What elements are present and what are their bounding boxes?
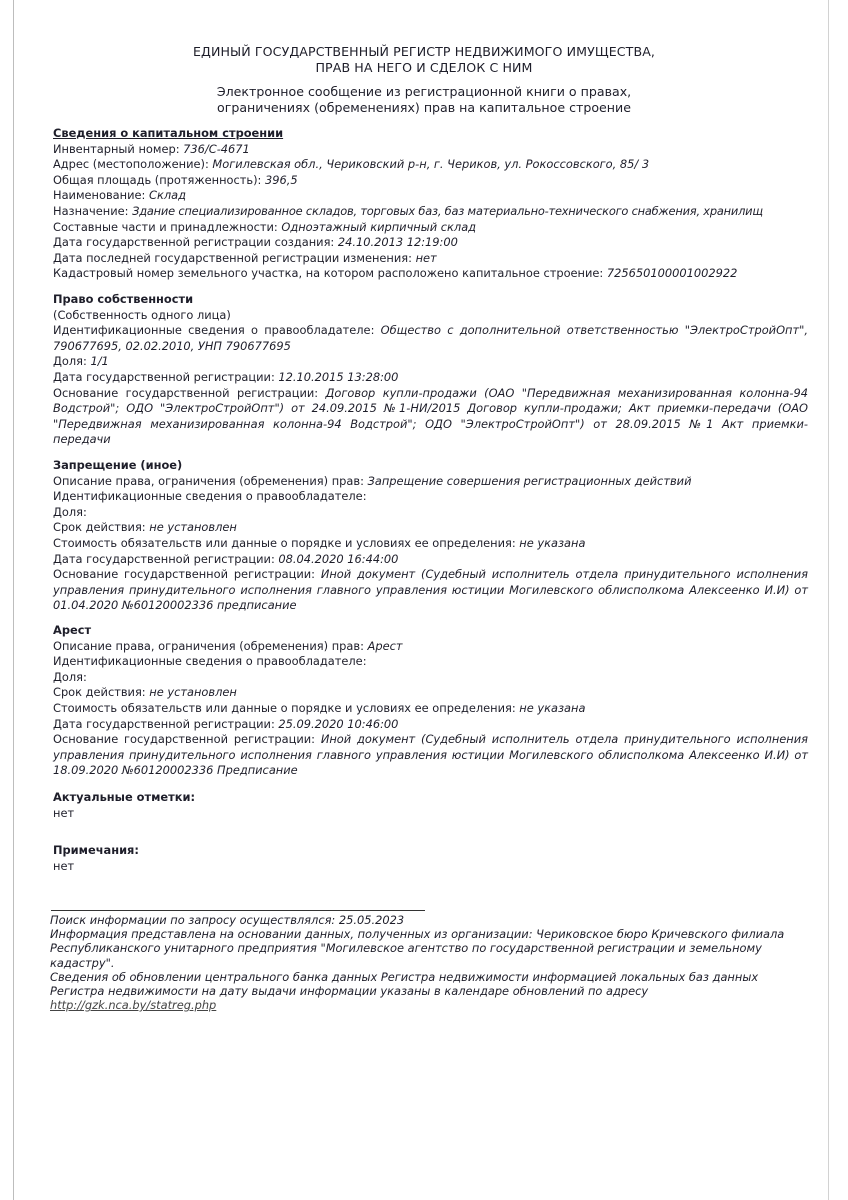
notes-value: нет — [53, 858, 75, 873]
scan-edge-left — [13, 0, 14, 1200]
ban-description-row — [53, 474, 808, 490]
ownership-section — [53, 292, 808, 448]
scan-edge-right — [828, 0, 829, 1200]
field-label: Стоимость обязательств или данные о порядке и условиях ее определения: — [53, 535, 520, 550]
holder-row — [53, 323, 808, 354]
field-value: Запрещение совершения регистрационных действий — [367, 473, 692, 488]
field-label: Дата государственной регистрации: — [53, 716, 279, 731]
inventory-number-row — [53, 142, 808, 158]
field-label: Дата государственной регистрации создания: — [53, 235, 338, 250]
ownership-title: Право собственности — [53, 292, 194, 306]
field-label: Дата государственной регистрации: — [53, 369, 279, 384]
ban-share-row: Доля: — [53, 504, 87, 519]
document-subtitle — [0, 84, 848, 116]
field-label: Назначение: — [53, 203, 133, 218]
registry-title — [0, 44, 848, 76]
field-value: 08.04.2020 16:44:00 — [278, 551, 399, 566]
field-value: 725650100001002922 — [606, 266, 738, 281]
field-label: Доля: — [53, 354, 91, 369]
document-subtitle-line2: ограничениях (обременениях) прав на капитальное строение — [217, 100, 631, 115]
field-value: не указана — [519, 700, 586, 715]
field-label: Наименование: — [53, 188, 149, 203]
field-value: Здание специализированное складов, торговых баз, баз материально-технического снабжения, хранилищ — [132, 203, 763, 218]
name-row — [53, 188, 808, 204]
field-label: Описание права, ограничения (обременения) прав: — [53, 638, 368, 653]
field-label: Идентификационные сведения о правообладателе: — [53, 323, 381, 338]
ban-holder-row: Идентификационные сведения о правообладателе: — [53, 489, 367, 504]
field-value: Общество с дополнительной ответственностью "ЭлектроСтройОпт", 790677695, 02.02.2010, УНП 790677695 — [53, 323, 808, 353]
field-label: Адрес (местоположение): — [53, 157, 213, 172]
ownership-kind: (Собственность одного лица) — [53, 307, 231, 322]
field-value: 24.10.2013 12:19:00 — [337, 235, 458, 250]
ban-registration-date-row — [53, 552, 808, 568]
ban-cost-row — [53, 536, 808, 552]
search-date-note: Поиск информации по запросу осуществлялся: 25.05.2023 — [50, 913, 405, 927]
field-label: Инвентарный номер: — [53, 141, 184, 156]
current-marks-section — [53, 790, 808, 821]
registry-title-line1: ЕДИНЫЙ ГОСУДАРСТВЕННЫЙ РЕГИСТР НЕДВИЖИМОГО ИМУЩЕСТВА, — [192, 44, 656, 59]
field-value: не установлен — [149, 685, 237, 700]
arrest-section — [53, 623, 808, 779]
ban-title: Запрещение (иное) — [53, 458, 183, 472]
field-label: Кадастровый номер земельного участка, на котором расположено капитальное строение: — [53, 266, 607, 281]
arrest-registration-date-row — [53, 717, 808, 733]
ban-term-row — [53, 520, 808, 536]
current-marks-title: Актуальные отметки: — [53, 790, 195, 804]
building-section — [53, 126, 808, 282]
calendar-link[interactable]: http://gzk.nca.by/statreg.php — [50, 998, 217, 1013]
arrest-term-row — [53, 685, 808, 701]
created-date-row — [53, 235, 808, 251]
field-value: 12.10.2015 13:28:00 — [278, 369, 399, 384]
ban-basis-row — [53, 567, 808, 614]
field-value: 736/С-4671 — [183, 141, 250, 156]
purpose-row — [53, 204, 808, 220]
field-value: Иной документ (Судебный исполнитель отдела принудительного исполнения управления принудительного исполнения главного управления юстиции Могилевского облисполкома Алексеенко И.И) от 18.09.2020 №60120002336 Предписание — [53, 732, 808, 778]
source-note: Информация представлена на основании данных, полученных из организации: Чериковское бюро Кричевского филиала Республиканского унитарного предприятия "Могилевское агентство по государственной регистрации и земельному кадастру". — [50, 927, 785, 970]
notes-title: Примечания: — [53, 843, 139, 857]
field-value: не установлен — [149, 520, 237, 535]
basis-row — [53, 386, 808, 448]
field-label: Дата государственной регистрации: — [53, 551, 279, 566]
field-value: Одноэтажный кирпичный склад — [281, 219, 477, 234]
ban-section — [53, 458, 808, 614]
footer — [50, 913, 808, 1012]
field-value: не указана — [519, 535, 586, 550]
field-label: Основание государственной регистрации: — [53, 732, 321, 747]
field-value: Иной документ (Судебный исполнитель отдела принудительного исполнения управления принудительного исполнения главного управления юстиции Могилевского облисполкома Алексеенко И.И) от 01.04.2020 №60120002336 предписание — [53, 567, 808, 613]
field-value: 25.09.2020 10:46:00 — [278, 716, 399, 731]
parts-row — [53, 220, 808, 236]
field-value: нет — [415, 250, 437, 265]
changed-date-row — [53, 251, 808, 267]
arrest-title: Арест — [53, 623, 92, 637]
registry-title-line2: ПРАВ НА НЕГО И СДЕЛОК С НИМ — [315, 60, 533, 75]
field-value: Склад — [148, 188, 186, 203]
update-note: Сведения об обновлении центрального банка данных Регистра недвижимости информацией локальных баз данных Регистра недвижимости на дату выдачи информации указаны в календаре обновлений по адресу — [50, 969, 759, 999]
field-label: Стоимость обязательств или данные о порядке и условиях ее определения: — [53, 700, 520, 715]
field-label: Срок действия: — [53, 685, 150, 700]
registration-date-row — [53, 370, 808, 386]
field-label: Срок действия: — [53, 520, 150, 535]
field-value: Договор купли-продажи (ОАО "Передвижная механизированная колонна-94 Водстрой"; ОДО "ЭлектроСтройОпт") от 24.09.2015 №1-НИ/2015 Договор купли-продажи; Акт приемки-передачи (ОАО "Передвижная механизированная колонна-94 Водстрой"; ОДО "ЭлектроСтройОпт") от 28.09.2015 №1 Акт приемки-передачи — [53, 385, 808, 447]
arrest-description-row — [53, 639, 808, 655]
share-row — [53, 354, 808, 370]
building-title: Сведения о капитальном строении — [53, 126, 284, 140]
field-label: Составные части и принадлежности: — [53, 219, 282, 234]
cadastral-row — [53, 266, 808, 282]
arrest-cost-row — [53, 701, 808, 717]
document-subtitle-line1: Электронное сообщение из регистрационной книги о правах, — [216, 84, 632, 99]
arrest-holder-row: Идентификационные сведения о правообладателе: — [53, 654, 367, 669]
field-label: Дата последней государственной регистрации изменения: — [53, 250, 416, 265]
field-label: Основание государственной регистрации: — [53, 567, 321, 582]
area-row — [53, 173, 808, 189]
field-label: Общая площадь (протяженность): — [53, 172, 266, 187]
current-marks-value: нет — [53, 805, 75, 820]
field-value: 396,5 — [265, 172, 298, 187]
field-value: 1/1 — [90, 354, 109, 369]
field-value: Могилевская обл., Чериковский р-н, г. Чериков, ул. Рокоссовского, 85/ 3 — [212, 157, 650, 172]
field-label: Основание государственной регистрации: — [53, 385, 326, 400]
notes-section — [53, 843, 808, 874]
field-value: Арест — [367, 638, 403, 653]
field-label: Описание права, ограничения (обременения) прав: — [53, 473, 368, 488]
arrest-share-row: Доля: — [53, 669, 87, 684]
footer-divider — [51, 910, 425, 911]
address-row — [53, 157, 808, 173]
arrest-basis-row — [53, 732, 808, 779]
